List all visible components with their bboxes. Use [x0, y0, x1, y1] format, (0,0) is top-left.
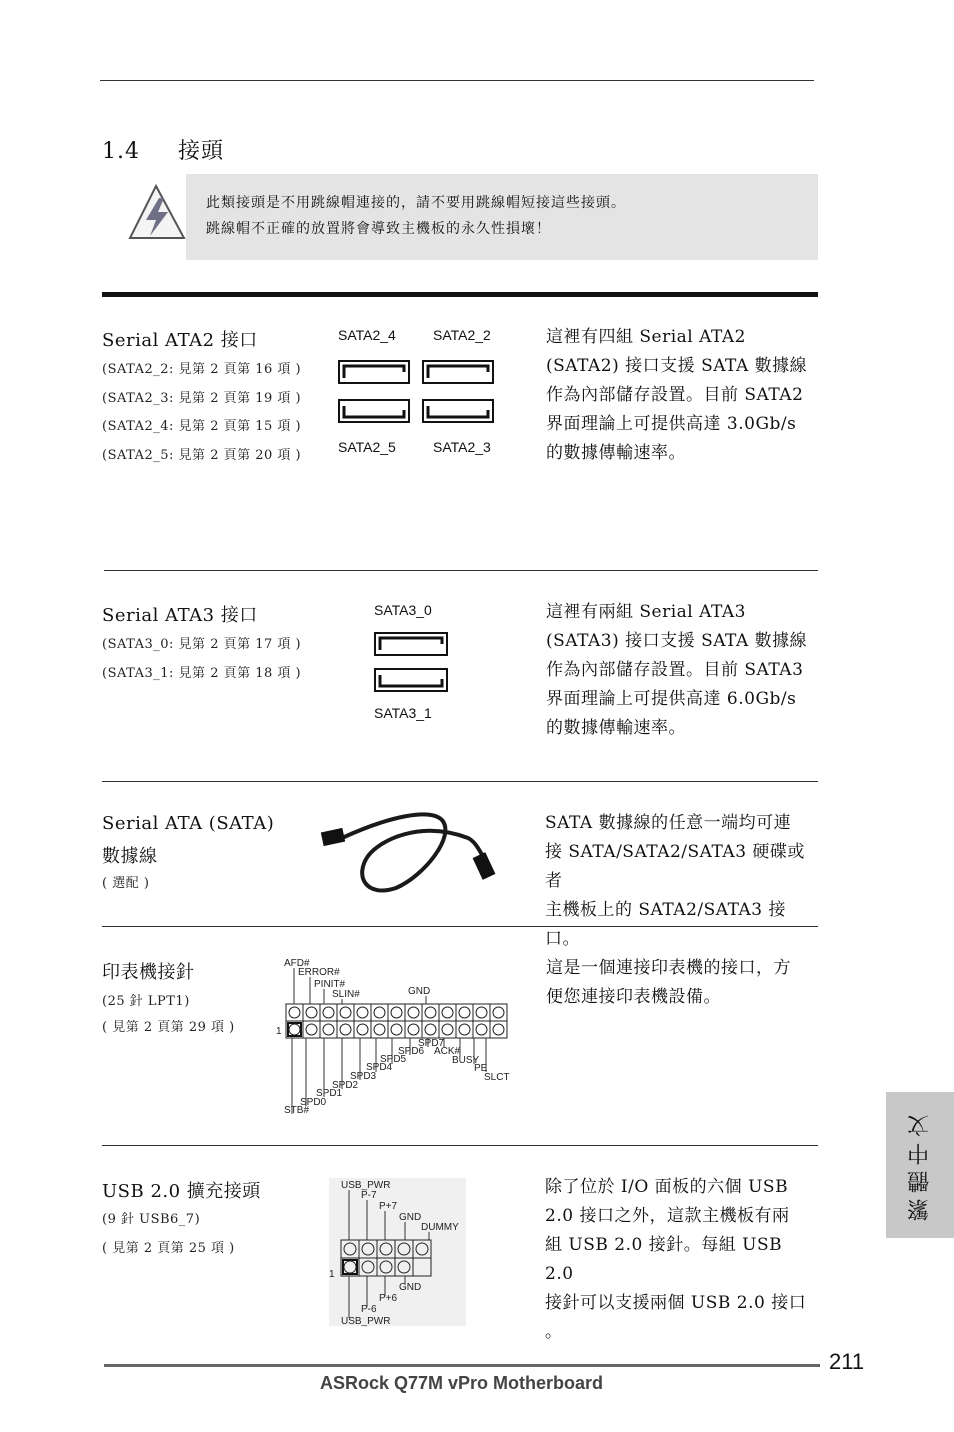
cable-plug-left	[321, 828, 345, 846]
pin	[344, 1261, 356, 1273]
sata3-ref-1: (SATA3_0: 見第 2 頁第 17 項 )	[102, 637, 302, 652]
sata3-desc-1: 這裡有兩組 Serial ATA3	[546, 602, 746, 622]
lpt-label-spd1: SPD1	[316, 1088, 343, 1099]
language-side-tab-label: 繁體中文	[907, 1109, 933, 1221]
pin	[357, 1024, 368, 1035]
divider-4	[102, 1145, 818, 1146]
sata3-ref-2: (SATA3_1: 見第 2 頁第 18 項 )	[102, 666, 302, 681]
sata2-ref-4: (SATA2_5: 見第 2 頁第 20 項 )	[102, 448, 302, 463]
usb-desc-2: 2.0 接口之外，這款主機板有兩	[545, 1206, 790, 1226]
pin	[398, 1243, 410, 1255]
lpt-description	[546, 954, 816, 1012]
pin	[374, 1007, 385, 1018]
sata3-desc-3: 作為內部儲存設置。目前 SATA3	[546, 660, 804, 680]
footer-brand: ASRock Q77M vPro Motherboard	[320, 1373, 604, 1393]
pin	[374, 1024, 385, 1035]
usb-label-dummy: DUMMY	[421, 1222, 459, 1233]
pin	[476, 1007, 487, 1018]
pin	[391, 1007, 402, 1018]
pin	[380, 1243, 392, 1255]
lpt-label-pe: PE	[474, 1063, 488, 1074]
lpt-label-gnd: GND	[408, 986, 431, 997]
pin	[340, 1007, 351, 1018]
lpt-label-spd5: SPD5	[380, 1054, 407, 1065]
usb-label-gnd-bot: GND	[399, 1282, 422, 1293]
sata2-desc-5: 的數據傳輸速率。	[546, 443, 686, 463]
sata-cable-desc-2: 接 SATA/SATA2/SATA3 硬碟或者	[545, 842, 805, 891]
usb-label-p7: P-7	[361, 1190, 377, 1201]
lpt-label-spd4: SPD4	[366, 1062, 393, 1073]
cable-plug-right	[473, 852, 496, 880]
sata2-title: Serial ATA2 接口	[102, 330, 258, 351]
pin	[306, 1024, 317, 1035]
sata2-3-label: SATA2_3	[433, 439, 491, 455]
pin	[289, 1024, 300, 1035]
footer-rule	[104, 1364, 820, 1367]
sata3-0-connector	[375, 633, 447, 655]
divider-1	[104, 570, 818, 571]
lpt-label-error: ERROR#	[298, 967, 340, 978]
usb-label-p6: P-6	[361, 1304, 377, 1315]
section-number: 1.4	[102, 139, 140, 164]
pin	[425, 1024, 436, 1035]
lpt-title: 印表機接針	[102, 962, 195, 983]
usb-label-gnd-top: GND	[399, 1212, 422, 1223]
pin	[391, 1024, 402, 1035]
pin	[362, 1261, 374, 1273]
sata2-2-label: SATA2_2	[433, 327, 491, 343]
pin	[459, 1024, 470, 1035]
sata3-0-label: SATA3_0	[374, 602, 432, 618]
lpt-label-afd: AFD#	[284, 958, 310, 969]
warning-box	[186, 174, 818, 260]
lpt-desc-2: 便您連接印表機設備。	[546, 987, 721, 1007]
sata3-desc-2: (SATA3) 接口支援 SATA 數據線	[546, 631, 808, 651]
pin	[442, 1024, 453, 1035]
pin	[323, 1007, 334, 1018]
usb-ref-1: (9 針 USB6_7)	[102, 1212, 201, 1227]
usb-label-pwr-bot: USB_PWR	[341, 1316, 391, 1327]
lpt-label-ack: ACK#	[434, 1046, 461, 1057]
language-side-tab	[886, 1092, 954, 1238]
usb-header-diagram	[329, 1178, 469, 1328]
pin	[306, 1007, 317, 1018]
lightning-warning-icon	[126, 184, 188, 242]
section-thick-rule	[102, 292, 818, 297]
warning-text-2: 跳線帽不正確的放置將會導致主機板的永久性損壞！	[206, 221, 551, 237]
sata2-connectors-diagram	[338, 360, 494, 424]
pin-1-marker	[343, 1260, 357, 1274]
section-title: 接頭	[178, 139, 225, 164]
sata2-3-connector	[423, 400, 493, 422]
pin-cell	[413, 1258, 431, 1276]
pin	[408, 1024, 419, 1035]
lpt-label-spd0: SPD0	[300, 1097, 327, 1108]
pin	[344, 1243, 356, 1255]
page-number: 211	[829, 1349, 865, 1374]
lpt-header-diagram	[276, 956, 516, 1116]
sata-cable-title-2: 數據線	[102, 846, 158, 867]
sata3-description	[546, 598, 816, 743]
usb-desc-3: 組 USB 2.0 接針。每組 USB 2.0	[545, 1235, 783, 1284]
sata2-4-connector	[339, 361, 409, 383]
usb-ref-2: ( 見第 2 頁第 25 項 )	[102, 1241, 235, 1256]
usb-desc-4: 接針可以支援兩個 USB 2.0 接口	[545, 1293, 807, 1313]
usb-label-pwr-top: USB_PWR	[341, 1180, 391, 1191]
sata2-ref-3: (SATA2_4: 見第 2 頁第 15 項 )	[102, 419, 302, 434]
usb-desc-5: 。	[545, 1322, 563, 1342]
divider-3	[102, 926, 818, 927]
lpt-label-spd7: SPD7	[418, 1038, 445, 1049]
lpt-label-stb: STB#	[284, 1105, 310, 1116]
sata2-desc-4: 界面理論上可提供高達 3.0Gb/s	[546, 414, 797, 434]
sata2-ref-2: (SATA2_3: 見第 2 頁第 19 項 )	[102, 391, 302, 406]
pin	[493, 1024, 504, 1035]
lpt-label-spd6: SPD6	[398, 1046, 425, 1057]
sata3-1-label: SATA3_1	[374, 705, 432, 721]
lpt-ref-2: ( 見第 2 頁第 29 項 )	[102, 1020, 235, 1035]
pin	[459, 1007, 470, 1018]
usb-label-p6p: P+6	[379, 1293, 398, 1304]
section-heading	[102, 134, 224, 165]
pin	[398, 1261, 410, 1273]
sata-cable-image	[320, 806, 502, 898]
pin	[476, 1024, 487, 1035]
lpt-desc-1: 這是一個連接印表機的接口，方	[546, 958, 791, 978]
sata-cable-title-1: Serial ATA (SATA)	[102, 813, 275, 834]
warning-text-1: 此類接頭是不用跳線帽連接的，請不要用跳線帽短接這些接頭。	[206, 195, 626, 211]
sata2-4-label: SATA2_4	[338, 327, 396, 343]
lpt-label-spd2: SPD2	[332, 1080, 359, 1091]
usb-label-pin1: 1	[329, 1269, 335, 1280]
sata-cable-description	[545, 809, 815, 954]
divider-2	[102, 781, 818, 782]
sata2-2-connector	[423, 361, 493, 383]
sata2-description	[546, 323, 816, 468]
lpt-label-busy: BUSY	[452, 1055, 480, 1066]
pin	[425, 1007, 436, 1018]
sata2-5-label: SATA2_5	[338, 439, 396, 455]
sata3-desc-4: 界面理論上可提供高達 6.0Gb/s	[546, 689, 797, 709]
usb-label-p7p: P+7	[379, 1201, 398, 1212]
sata2-5-connector	[339, 400, 409, 422]
pin	[442, 1007, 453, 1018]
lpt-ref-1: (25 針 LPT1)	[102, 994, 190, 1009]
pin	[408, 1007, 419, 1018]
sata2-ref-1: (SATA2_2: 見第 2 頁第 16 項 )	[102, 362, 302, 377]
usb-desc-1: 除了位於 I/O 面板的六個 USB	[545, 1177, 789, 1197]
top-rule	[100, 80, 814, 81]
usb-title: USB 2.0 擴充接頭	[102, 1181, 261, 1202]
usb-description	[545, 1173, 815, 1347]
pin	[340, 1024, 351, 1035]
sata-cable-desc-3: 主機板上的 SATA2/SATA3 接口。	[545, 900, 787, 949]
pin	[289, 1007, 300, 1018]
sata2-desc-1: 這裡有四組 Serial ATA2	[546, 327, 746, 347]
lpt-label-spd3: SPD3	[350, 1071, 377, 1082]
sata3-title: Serial ATA3 接口	[102, 605, 258, 626]
pin	[416, 1243, 428, 1255]
lpt-label-slct: SLCT	[484, 1072, 510, 1083]
sata-cable-desc-1: SATA 數據線的任意一端均可連	[545, 813, 792, 833]
sata2-desc-2: (SATA2) 接口支援 SATA 數據線	[546, 356, 808, 376]
lpt-pin-grid	[286, 1004, 507, 1038]
pin	[362, 1243, 374, 1255]
sata-cable-ref: ( 選配 )	[102, 876, 150, 891]
pin	[380, 1261, 392, 1273]
pin-1-marker	[288, 1023, 301, 1036]
sata3-1-connector	[375, 669, 447, 691]
sata2-desc-3: 作為內部儲存設置。目前 SATA2	[546, 385, 804, 405]
pin	[323, 1024, 334, 1035]
sata3-connectors-diagram	[374, 632, 448, 694]
lpt-label-slin: SLIN#	[332, 989, 360, 1000]
sata3-desc-5: 的數據傳輸速率。	[546, 718, 686, 738]
lpt-label-pinit: PINIT#	[314, 979, 346, 990]
pin	[357, 1007, 368, 1018]
usb-pin-grid	[341, 1240, 431, 1276]
lpt-label-pin1: 1	[276, 1026, 282, 1037]
pin	[493, 1007, 504, 1018]
